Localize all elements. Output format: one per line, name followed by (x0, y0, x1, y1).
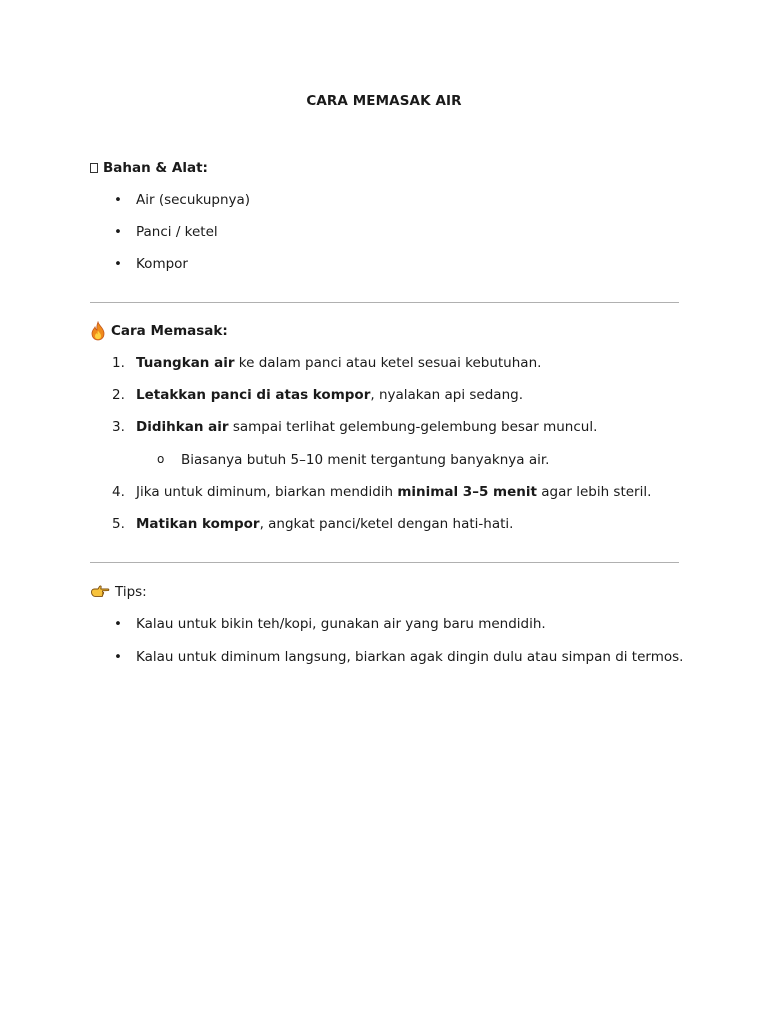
list-item (112, 484, 652, 500)
step-4-text-pre: Jika untuk diminum, biarkan mendidih (136, 484, 398, 500)
horizontal-rule (90, 562, 679, 563)
step-2-bold: Letakkan panci di atas kompor (136, 387, 371, 403)
bullet: • (114, 616, 122, 632)
step-1-bold: Tuangkan air (136, 355, 235, 371)
list-item (112, 355, 542, 371)
list-item (114, 224, 218, 240)
missing-glyph-icon (90, 163, 98, 173)
document-title: CARA MEMASAK AIR (306, 93, 462, 109)
step-5-text: , angkat panci/ketel dengan hati-hati. (259, 516, 514, 532)
bullet: • (114, 256, 122, 272)
horizontal-rule (90, 302, 679, 303)
fire-icon (90, 321, 106, 341)
list-item (157, 452, 550, 468)
bullet: • (114, 224, 122, 240)
bahan-item-3: Kompor (136, 256, 188, 272)
circle-bullet: o (157, 452, 165, 466)
bullet: • (114, 192, 122, 208)
cara-heading-label: Cara Memasak: (111, 323, 228, 339)
list-item (112, 419, 598, 435)
list-item (112, 516, 514, 532)
list-item (114, 616, 546, 632)
step-4-bold: minimal 3–5 menit (397, 484, 537, 500)
bahan-item-1: Air (secukupnya) (136, 192, 251, 208)
step-3-bold: Didihkan air (136, 419, 229, 435)
step-number: 3. (112, 419, 125, 435)
bahan-item-2: Panci / ketel (136, 224, 218, 240)
tips-heading (90, 584, 147, 600)
step-4-text: agar lebih steril. (536, 484, 652, 500)
step-number: 5. (112, 516, 125, 532)
sub-step-text: Biasanya butuh 5–10 menit tergantung banyaknya air. (181, 452, 550, 468)
bahan-heading (90, 160, 208, 176)
tip-item-2: Kalau untuk diminum langsung, biarkan agak dingin dulu atau simpan di termos. (136, 649, 684, 665)
list-item (114, 192, 251, 208)
list-item (114, 256, 188, 272)
step-number: 2. (112, 387, 125, 403)
bahan-heading-label: Bahan & Alat: (103, 160, 208, 176)
bullet: • (114, 649, 122, 665)
step-number: 4. (112, 484, 125, 500)
list-item (114, 649, 684, 665)
tips-heading-label: Tips: (115, 584, 147, 600)
step-1-text: ke dalam panci atau ketel sesuai kebutuhan. (234, 355, 542, 371)
tip-item-1: Kalau untuk bikin teh/kopi, gunakan air yang baru mendidih. (136, 616, 546, 632)
cara-heading (90, 321, 228, 341)
step-3-text: sampai terlihat gelembung-gelembung besar muncul. (228, 419, 598, 435)
step-5-bold: Matikan kompor (136, 516, 260, 532)
step-number: 1. (112, 355, 125, 371)
pointing-hand-icon (90, 584, 110, 600)
list-item (112, 387, 523, 403)
step-2-text: , nyalakan api sedang. (370, 387, 523, 403)
